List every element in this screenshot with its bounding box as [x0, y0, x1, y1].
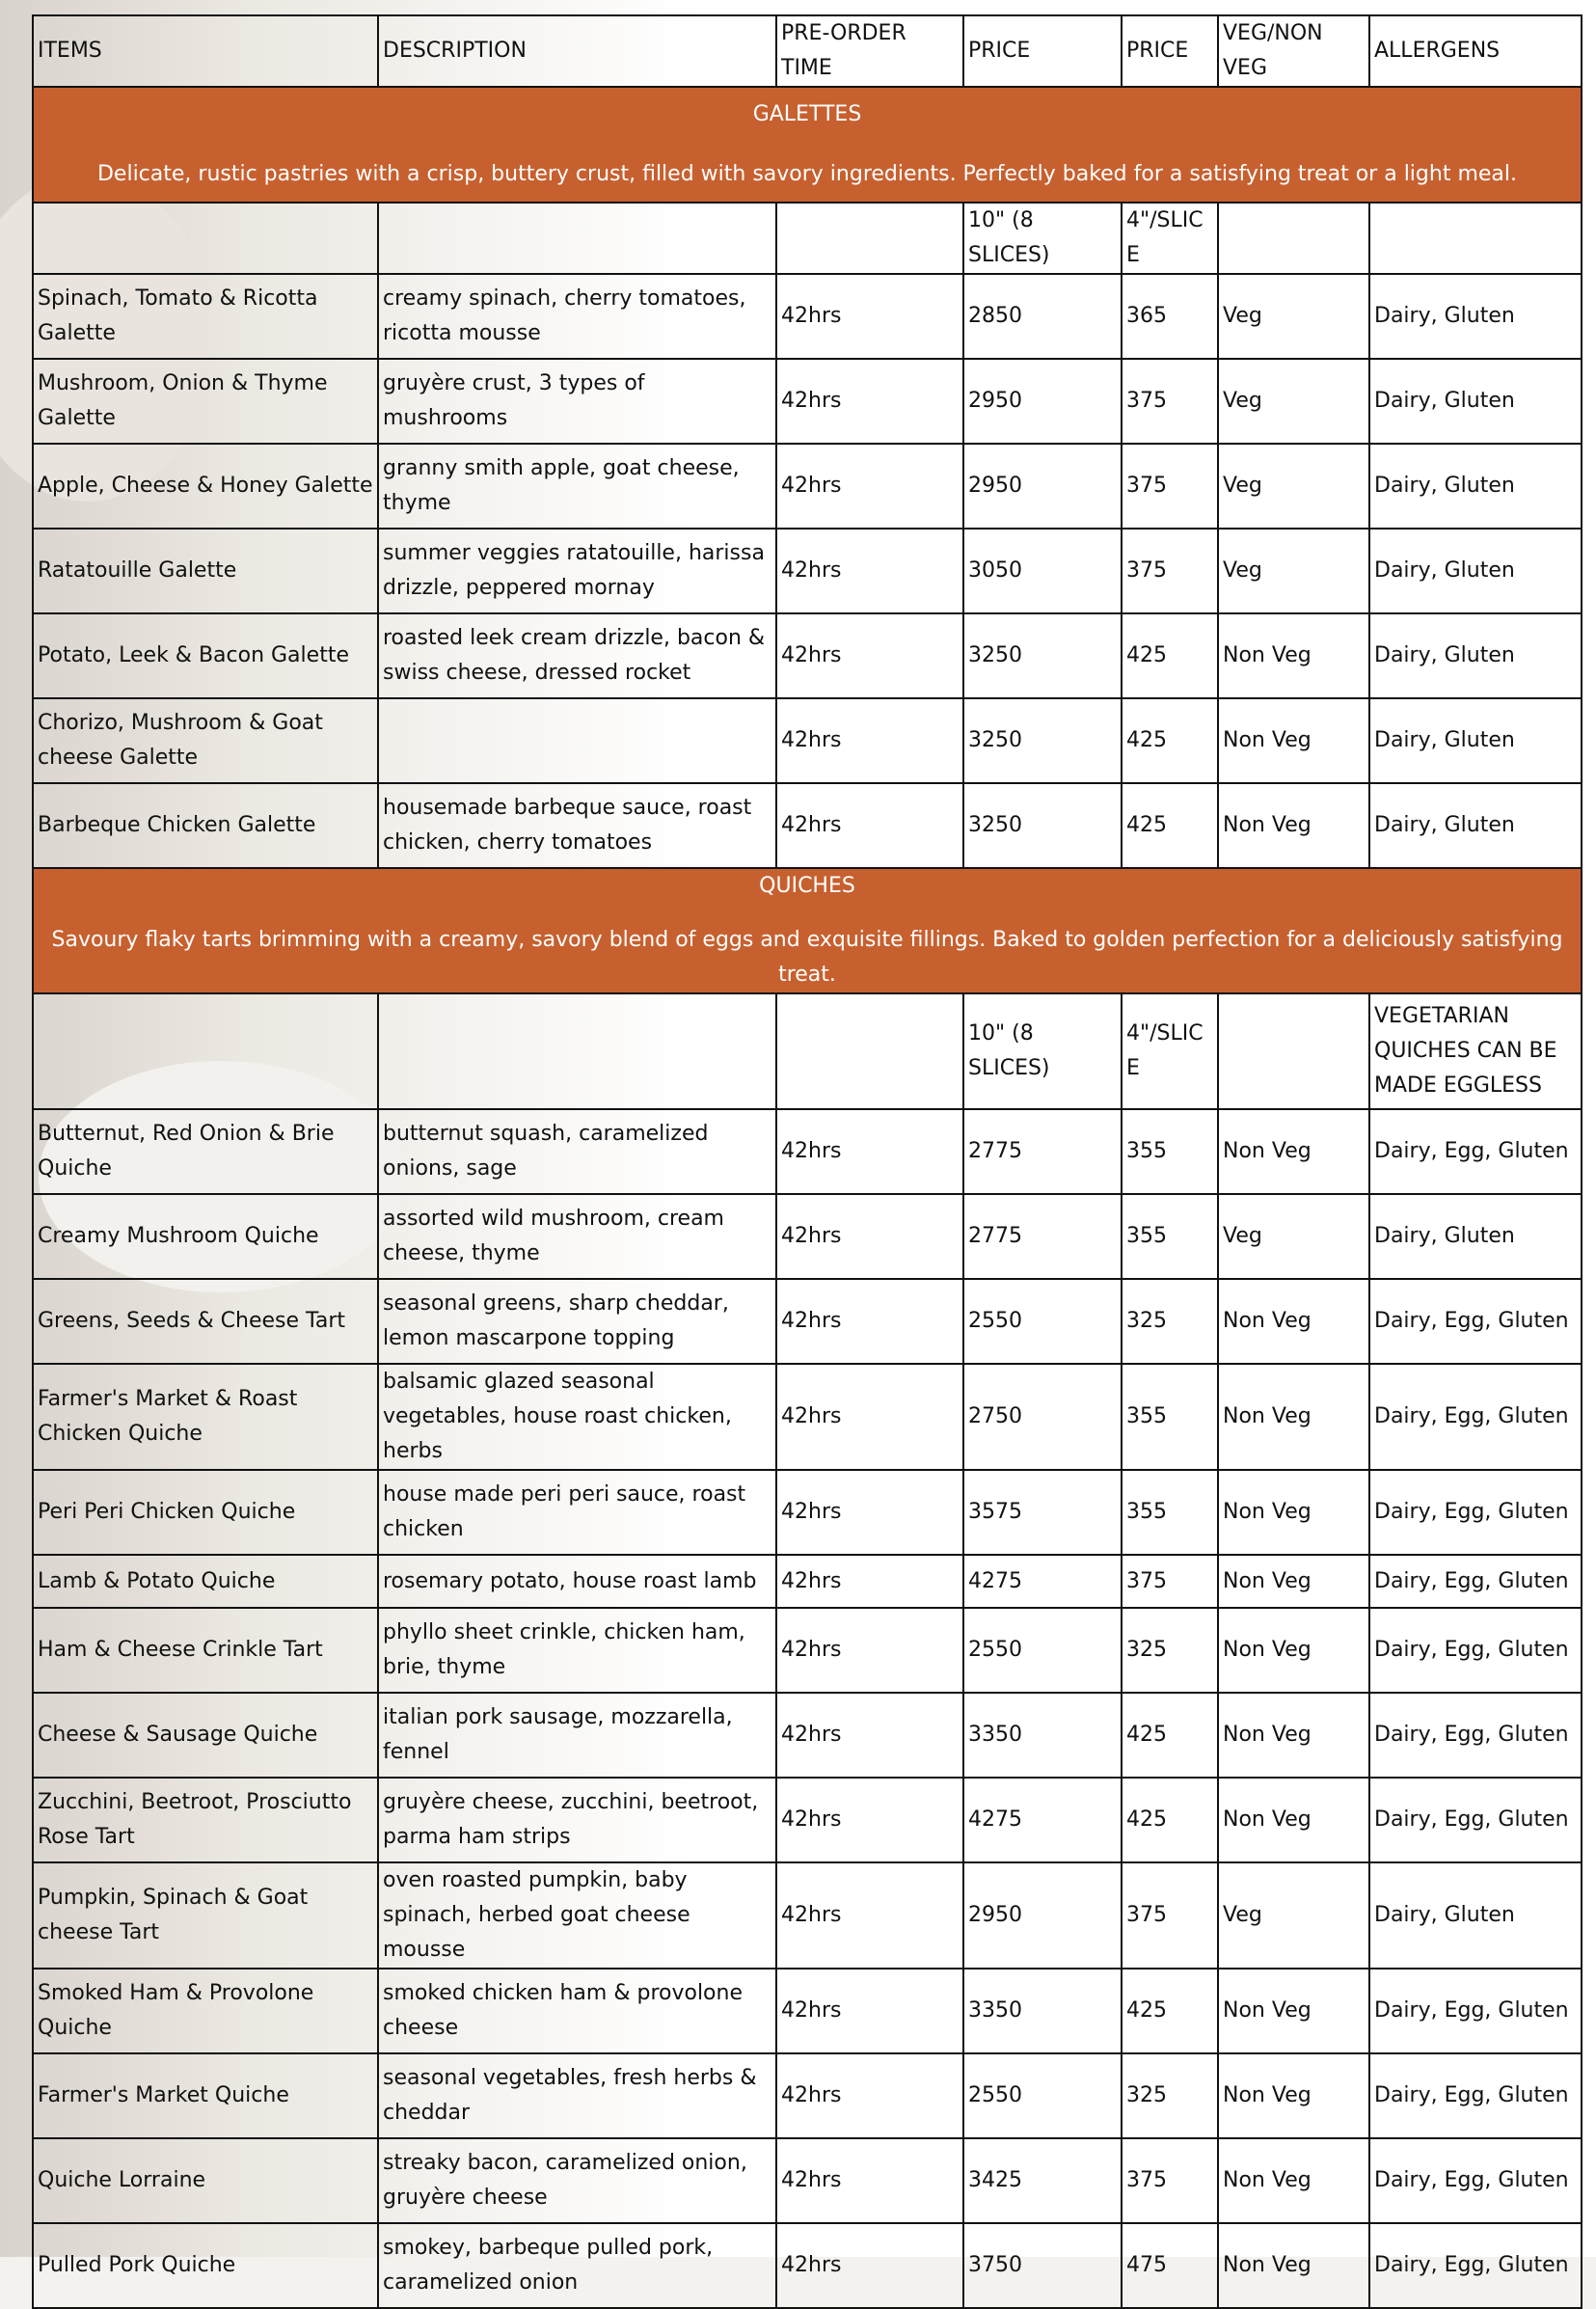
item-name: Butternut, Red Onion & Brie Quiche: [33, 1109, 378, 1194]
size-full-label: 10" (8 SLICES): [963, 203, 1122, 274]
menu-item-row: [33, 613, 1582, 698]
item-veg-status: Veg: [1218, 1862, 1369, 1969]
menu-item-row: [33, 1470, 1582, 1555]
item-price-full: 3250: [963, 698, 1122, 783]
item-allergens: Dairy, Gluten: [1369, 613, 1582, 698]
item-allergens: Dairy, Egg, Gluten: [1369, 1778, 1582, 1862]
item-allergens: Dairy, Gluten: [1369, 529, 1582, 613]
item-description: smokey, barbeque pulled pork, caramelized onion: [378, 2223, 776, 2308]
empty-cell: [33, 203, 378, 274]
item-name: Peri Peri Chicken Quiche: [33, 1470, 378, 1555]
item-allergens: Dairy, Egg, Gluten: [1369, 1279, 1582, 1364]
item-veg-status: Non Veg: [1218, 1109, 1369, 1194]
item-veg-status: Veg: [1218, 274, 1369, 359]
item-description: assorted wild mushroom, cream cheese, thyme: [378, 1194, 776, 1279]
section-title: GALETTES: [752, 102, 862, 126]
empty-cell: [776, 993, 963, 1109]
quiches-section-header: [33, 868, 1582, 993]
item-allergens: Dairy, Egg, Gluten: [1369, 2223, 1582, 2308]
item-price-slice: 425: [1122, 1969, 1218, 2053]
item-price-full: 4275: [963, 1555, 1122, 1608]
item-price-full: 3250: [963, 783, 1122, 868]
item-price-slice: 325: [1122, 1279, 1218, 1364]
item-allergens: Dairy, Egg, Gluten: [1369, 2138, 1582, 2223]
size-slice-label: 4"/SLICE: [1122, 203, 1218, 274]
menu-item-row: [33, 1862, 1582, 1969]
item-description: creamy spinach, cherry tomatoes, ricotta mousse: [378, 274, 776, 359]
item-description: gruyère crust, 3 types of mushrooms: [378, 359, 776, 444]
section-subtitle: Savoury flaky tarts brimming with a creamy, savory blend of eggs and exquisite fillings. Baked to golden perfection for a deliciously satisfying treat.: [51, 928, 1563, 987]
header-price: PRICE: [1122, 15, 1218, 87]
item-preorder-time: 42hrs: [776, 1608, 963, 1693]
item-description: italian pork sausage, mozzarella, fennel: [378, 1693, 776, 1778]
item-name: Zucchini, Beetroot, Prosciutto Rose Tart: [33, 1778, 378, 1862]
item-preorder-time: 42hrs: [776, 698, 963, 783]
item-allergens: Dairy, Egg, Gluten: [1369, 1555, 1582, 1608]
item-allergens: Dairy, Egg, Gluten: [1369, 1693, 1582, 1778]
item-price-full: 2550: [963, 1608, 1122, 1693]
header-items: ITEMS: [33, 15, 378, 87]
menu-item-row: [33, 2138, 1582, 2223]
item-price-slice: 375: [1122, 1555, 1218, 1608]
item-price-full: 2550: [963, 2053, 1122, 2138]
item-description: smoked chicken ham & provolone cheese: [378, 1969, 776, 2053]
item-allergens: Dairy, Gluten: [1369, 444, 1582, 529]
item-price-full: 2550: [963, 1279, 1122, 1364]
menu-item-row: [33, 1608, 1582, 1693]
item-price-slice: 355: [1122, 1109, 1218, 1194]
menu-item-row: [33, 1555, 1582, 1608]
item-allergens: Dairy, Egg, Gluten: [1369, 1364, 1582, 1470]
item-preorder-time: 42hrs: [776, 1279, 963, 1364]
menu-item-row: [33, 2223, 1582, 2308]
item-price-slice: 425: [1122, 613, 1218, 698]
item-price-slice: 375: [1122, 529, 1218, 613]
item-name: Smoked Ham & Provolone Quiche: [33, 1969, 378, 2053]
item-allergens: Dairy, Egg, Gluten: [1369, 1608, 1582, 1693]
item-price-full: 3350: [963, 1693, 1122, 1778]
item-name: Potato, Leek & Bacon Galette: [33, 613, 378, 698]
item-veg-status: Non Veg: [1218, 2138, 1369, 2223]
item-price-slice: 425: [1122, 698, 1218, 783]
item-name: Chorizo, Mushroom & Goat cheese Galette: [33, 698, 378, 783]
item-name: Greens, Seeds & Cheese Tart: [33, 1279, 378, 1364]
item-name: Mushroom, Onion & Thyme Galette: [33, 359, 378, 444]
item-allergens: Dairy, Gluten: [1369, 1862, 1582, 1969]
item-price-slice: 375: [1122, 1862, 1218, 1969]
item-description: butternut squash, caramelized onions, sage: [378, 1109, 776, 1194]
empty-cell: [1218, 203, 1369, 274]
item-name: Lamb & Potato Quiche: [33, 1555, 378, 1608]
item-name: Farmer's Market Quiche: [33, 2053, 378, 2138]
item-veg-status: Veg: [1218, 444, 1369, 529]
item-preorder-time: 42hrs: [776, 1969, 963, 2053]
item-name: Spinach, Tomato & Ricotta Galette: [33, 274, 378, 359]
item-preorder-time: 42hrs: [776, 1778, 963, 1862]
item-description: streaky bacon, caramelized onion, gruyère cheese: [378, 2138, 776, 2223]
menu-item-row: [33, 1693, 1582, 1778]
item-price-full: 2850: [963, 274, 1122, 359]
item-veg-status: Veg: [1218, 529, 1369, 613]
empty-cell: [33, 993, 378, 1109]
item-price-full: 2775: [963, 1109, 1122, 1194]
header-row: [33, 15, 1582, 87]
item-allergens: Dairy, Gluten: [1369, 359, 1582, 444]
item-allergens: Dairy, Egg, Gluten: [1369, 2053, 1582, 2138]
item-price-slice: 355: [1122, 1470, 1218, 1555]
item-price-full: 3350: [963, 1969, 1122, 2053]
item-preorder-time: 42hrs: [776, 613, 963, 698]
item-description: housemade barbeque sauce, roast chicken, cherry tomatoes: [378, 783, 776, 868]
item-veg-status: Non Veg: [1218, 2053, 1369, 2138]
item-price-slice: 355: [1122, 1194, 1218, 1279]
item-preorder-time: 42hrs: [776, 1194, 963, 1279]
item-preorder-time: 42hrs: [776, 2053, 963, 2138]
item-veg-status: Non Veg: [1218, 698, 1369, 783]
quiches-size-row: [33, 993, 1582, 1109]
item-preorder-time: 42hrs: [776, 2223, 963, 2308]
empty-cell: [776, 203, 963, 274]
menu-item-row: [33, 1279, 1582, 1364]
item-description: house made peri peri sauce, roast chicken: [378, 1470, 776, 1555]
item-price-full: 3425: [963, 2138, 1122, 2223]
section-banner: [33, 87, 1582, 203]
item-price-slice: 375: [1122, 444, 1218, 529]
menu-table: [32, 14, 1582, 2309]
item-price-full: 3250: [963, 613, 1122, 698]
item-name: Apple, Cheese & Honey Galette: [33, 444, 378, 529]
item-preorder-time: 42hrs: [776, 359, 963, 444]
item-price-full: 2950: [963, 444, 1122, 529]
item-name: Quiche Lorraine: [33, 2138, 378, 2223]
item-price-slice: 375: [1122, 2138, 1218, 2223]
menu-item-row: [33, 359, 1582, 444]
item-price-full: 2750: [963, 1364, 1122, 1470]
item-description: seasonal vegetables, fresh herbs & cheddar: [378, 2053, 776, 2138]
item-preorder-time: 42hrs: [776, 1470, 963, 1555]
item-name: Ratatouille Galette: [33, 529, 378, 613]
menu-item-row: [33, 529, 1582, 613]
header-preorder-time: PRE-ORDER TIME: [776, 15, 963, 87]
item-price-full: 3050: [963, 529, 1122, 613]
item-name: Pulled Pork Quiche: [33, 2223, 378, 2308]
menu-item-row: [33, 274, 1582, 359]
item-veg-status: Non Veg: [1218, 613, 1369, 698]
item-price-full: 3575: [963, 1470, 1122, 1555]
item-price-full: 3750: [963, 2223, 1122, 2308]
item-description: rosemary potato, house roast lamb: [378, 1555, 776, 1608]
item-preorder-time: 42hrs: [776, 529, 963, 613]
item-veg-status: Non Veg: [1218, 2223, 1369, 2308]
item-name: Farmer's Market & Roast Chicken Quiche: [33, 1364, 378, 1470]
menu-item-row: [33, 2053, 1582, 2138]
item-price-slice: 425: [1122, 1778, 1218, 1862]
item-preorder-time: 42hrs: [776, 1862, 963, 1969]
item-veg-status: Non Veg: [1218, 1364, 1369, 1470]
size-slice-label: 4"/SLICE: [1122, 993, 1218, 1109]
item-description: granny smith apple, goat cheese, thyme: [378, 444, 776, 529]
item-name: Cheese & Sausage Quiche: [33, 1693, 378, 1778]
header-price: PRICE: [963, 15, 1122, 87]
item-veg-status: Non Veg: [1218, 1555, 1369, 1608]
item-description: summer veggies ratatouille, harissa drizzle, peppered mornay: [378, 529, 776, 613]
item-veg-status: Non Veg: [1218, 1969, 1369, 2053]
item-preorder-time: 42hrs: [776, 444, 963, 529]
item-preorder-time: 42hrs: [776, 1693, 963, 1778]
section-title: QUICHES: [759, 874, 855, 898]
eggless-note: VEGETARIAN QUICHES CAN BE MADE EGGLESS: [1369, 993, 1582, 1109]
item-price-full: 2950: [963, 1862, 1122, 1969]
item-description: balsamic glazed seasonal vegetables, house roast chicken, herbs: [378, 1364, 776, 1470]
item-description: seasonal greens, sharp cheddar, lemon mascarpone topping: [378, 1279, 776, 1364]
item-description: oven roasted pumpkin, baby spinach, herbed goat cheese mousse: [378, 1862, 776, 1969]
empty-cell: [1218, 993, 1369, 1109]
item-price-slice: 425: [1122, 783, 1218, 868]
item-name: Creamy Mushroom Quiche: [33, 1194, 378, 1279]
item-price-slice: 475: [1122, 2223, 1218, 2308]
header-description: DESCRIPTION: [378, 15, 776, 87]
item-allergens: Dairy, Gluten: [1369, 274, 1582, 359]
galettes-size-row: [33, 203, 1582, 274]
item-name: Barbeque Chicken Galette: [33, 783, 378, 868]
item-veg-status: Veg: [1218, 1194, 1369, 1279]
item-price-slice: 355: [1122, 1364, 1218, 1470]
item-preorder-time: 42hrs: [776, 1364, 963, 1470]
item-price-slice: 375: [1122, 359, 1218, 444]
item-allergens: Dairy, Gluten: [1369, 783, 1582, 868]
item-allergens: Dairy, Egg, Gluten: [1369, 1969, 1582, 2053]
item-price-full: 4275: [963, 1778, 1122, 1862]
header-veg-nonveg: VEG/NON VEG: [1218, 15, 1369, 87]
item-price-slice: 365: [1122, 274, 1218, 359]
item-preorder-time: 42hrs: [776, 2138, 963, 2223]
item-description: roasted leek cream drizzle, bacon & swiss cheese, dressed rocket: [378, 613, 776, 698]
galettes-section-header: [33, 87, 1582, 203]
item-price-slice: 325: [1122, 2053, 1218, 2138]
section-subtitle: Delicate, rustic pastries with a crisp, buttery crust, filled with savory ingredients. Perfectly baked for a satisfying treat or a light meal.: [96, 162, 1517, 186]
menu-item-row: [33, 783, 1582, 868]
item-veg-status: Non Veg: [1218, 1778, 1369, 1862]
item-allergens: Dairy, Gluten: [1369, 698, 1582, 783]
item-veg-status: Non Veg: [1218, 1470, 1369, 1555]
menu-item-row: [33, 1109, 1582, 1194]
item-preorder-time: 42hrs: [776, 274, 963, 359]
header-allergens: ALLERGENS: [1369, 15, 1582, 87]
item-preorder-time: 42hrs: [776, 783, 963, 868]
size-full-label: 10" (8 SLICES): [963, 993, 1122, 1109]
item-description: phyllo sheet crinkle, chicken ham, brie, thyme: [378, 1608, 776, 1693]
item-description: [378, 698, 776, 783]
item-allergens: Dairy, Egg, Gluten: [1369, 1109, 1582, 1194]
menu-item-row: [33, 1194, 1582, 1279]
item-veg-status: Veg: [1218, 359, 1369, 444]
menu-item-row: [33, 1969, 1582, 2053]
item-description: gruyère cheese, zucchini, beetroot, parma ham strips: [378, 1778, 776, 1862]
section-banner: [33, 868, 1582, 993]
item-price-slice: 425: [1122, 1693, 1218, 1778]
item-allergens: Dairy, Gluten: [1369, 1194, 1582, 1279]
menu-item-row: [33, 698, 1582, 783]
item-price-slice: 325: [1122, 1608, 1218, 1693]
empty-cell: [378, 993, 776, 1109]
item-veg-status: Non Veg: [1218, 1693, 1369, 1778]
menu-item-row: [33, 444, 1582, 529]
item-price-full: 2775: [963, 1194, 1122, 1279]
item-veg-status: Non Veg: [1218, 1608, 1369, 1693]
empty-cell: [378, 203, 776, 274]
item-preorder-time: 42hrs: [776, 1555, 963, 1608]
item-price-full: 2950: [963, 359, 1122, 444]
menu-item-row: [33, 1364, 1582, 1470]
eggless-note: [1369, 203, 1582, 274]
item-allergens: Dairy, Egg, Gluten: [1369, 1470, 1582, 1555]
item-name: Pumpkin, Spinach & Goat cheese Tart: [33, 1862, 378, 1969]
item-veg-status: Non Veg: [1218, 1279, 1369, 1364]
item-name: Ham & Cheese Crinkle Tart: [33, 1608, 378, 1693]
item-veg-status: Non Veg: [1218, 783, 1369, 868]
item-preorder-time: 42hrs: [776, 1109, 963, 1194]
menu-item-row: [33, 1778, 1582, 1862]
